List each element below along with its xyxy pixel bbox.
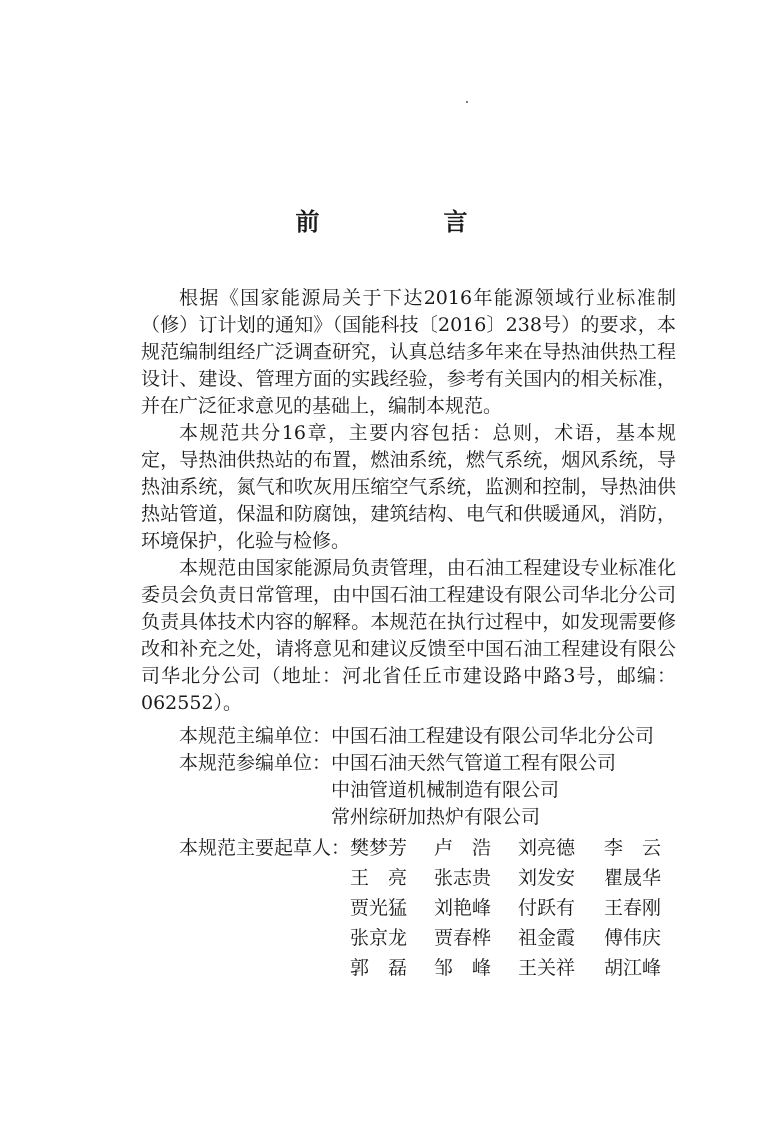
- chief-unit-value: 中国石油工程建设有限公司华北分公司: [331, 725, 655, 747]
- participating-units-row: [141, 750, 676, 831]
- drafter-name: 王 亮: [350, 867, 408, 889]
- drafter-name: 刘发安: [518, 867, 576, 889]
- paragraph-3: 本规范由国家能源局负责管理，由石油工程建设专业标准化委员会负责日常管理，由中国石油工程建设有限公司华北分公司负责具体技术内容的解释。本规范在执行过程中，如发现需要修改和补充之处，请将意见和建议反馈至中国石油工程建设有限公司华北分公司（地址：河北省任丘市建设路中路3号，邮编：062552）。: [141, 557, 676, 714]
- drafter-name: 瞿晟华: [604, 867, 662, 889]
- paragraph-1: 根据《国家能源局关于下达2016年能源领域行业标准制（修）订计划的通知》（国能科技〔2016〕238号）的要求，本规范编制组经广泛调查研究，认真总结多年来在导热油供热工程设计、建设、管理方面的实践经验，参考有关国内的相关标准，并在广泛征求意见的基础上，编制本规范。: [141, 287, 676, 417]
- participating-units-list: [331, 750, 616, 831]
- drafters-grid: [350, 835, 684, 982]
- drafter-name: 张志贵: [434, 867, 492, 889]
- print-speck: [466, 101, 468, 103]
- paragraph-2: 本规范共分16章，主要内容包括：总则，术语，基本规定，导热油供热站的布置，燃油系统，燃气系统，烟风系统，导热油系统，氮气和吹灰用压缩空气系统，监测和控制，导热油供热站管道，保温和防腐蚀，建筑结构、电气和供暖通风，消防，环境保护，化验与检修。: [141, 422, 676, 552]
- participating-unit: 中国石油天然气管道工程有限公司: [331, 752, 617, 774]
- drafter-name: 王关祥: [518, 957, 576, 979]
- drafters-row: [141, 835, 676, 982]
- drafter-name: 傅伟庆: [604, 927, 662, 949]
- participating-unit: 常州综研加热炉有限公司: [331, 806, 541, 828]
- drafter-name: 卢 浩: [434, 837, 492, 859]
- drafters-label: 本规范主要起草人：: [179, 837, 351, 859]
- chief-unit-label: 本规范主编单位：: [179, 725, 332, 747]
- drafter-name: 付跃有: [518, 897, 576, 919]
- preface-body: [141, 285, 676, 982]
- drafter-name: 张京龙: [350, 927, 408, 949]
- drafter-name: 王春刚: [604, 897, 662, 919]
- drafter-name: 郭 磊: [350, 957, 408, 979]
- drafter-name: 贾光猛: [350, 897, 408, 919]
- drafter-name: 刘亮德: [518, 837, 576, 859]
- drafter-name: 邹 峰: [434, 957, 492, 979]
- drafter-name: 刘艳峰: [434, 897, 492, 919]
- drafter-name: 李 云: [604, 837, 662, 859]
- participating-units-label: 本规范参编单位：: [179, 752, 332, 774]
- drafter-name: 祖金霞: [518, 927, 576, 949]
- drafter-name: 胡江峰: [604, 957, 662, 979]
- drafter-name: 贾春桦: [434, 927, 492, 949]
- responsible-units: [141, 723, 676, 831]
- page-title: 前 言: [295, 208, 518, 236]
- chief-unit-row: [141, 723, 676, 750]
- participating-unit: 中油管道机械制造有限公司: [331, 779, 560, 801]
- drafter-name: 樊梦芳: [350, 837, 408, 859]
